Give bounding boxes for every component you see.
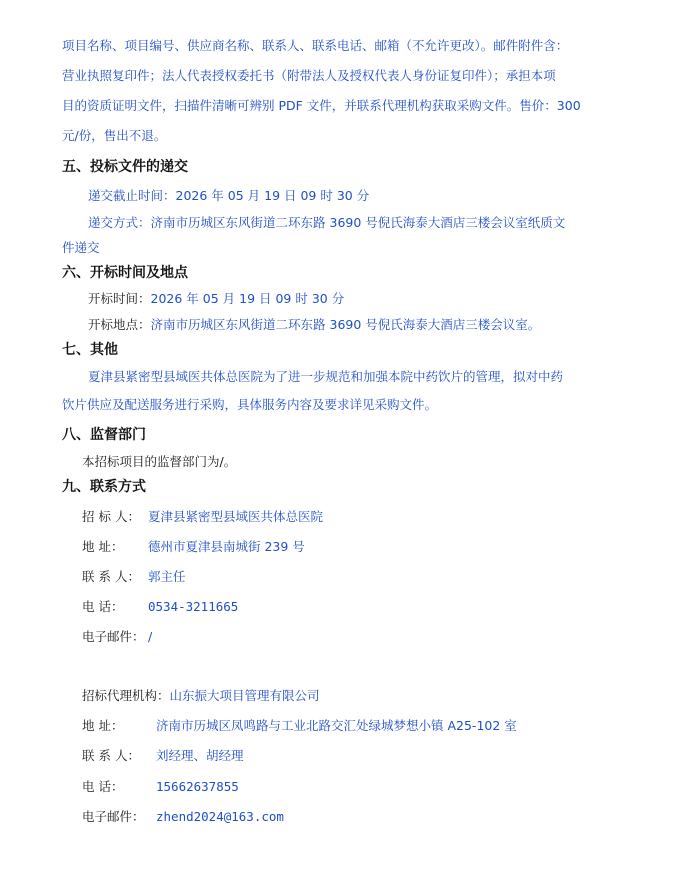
buyer-phone-value: 0534-3211665: [148, 599, 239, 614]
buyer-address-label: 地 址：: [82, 539, 124, 554]
buyer-contact-row: [82, 569, 186, 585]
buyer-email-label: 电子邮件：: [82, 629, 145, 644]
section-7-heading: 七、其他: [62, 342, 118, 358]
s6-place: [88, 317, 540, 333]
buyer-phone-row: [82, 599, 238, 615]
agent-label: 招标代理机构：: [82, 688, 170, 703]
buyer-email-row: [82, 629, 152, 645]
buyer-value: 夏津县紧密型县域医共体总医院: [148, 509, 324, 524]
agent-email-row: [82, 809, 284, 825]
agent-row: [82, 688, 320, 704]
s6-time-value: 2026 年 05 月 19 日 09 时 30 分: [150, 291, 345, 306]
s5-method: [88, 215, 565, 231]
buyer-contact-value: 郭主任: [148, 569, 186, 584]
agent-contact-row: [82, 748, 244, 764]
section-8-heading: 八、监督部门: [62, 427, 146, 443]
agent-email-value[interactable]: zhend2024@163.com: [156, 809, 284, 824]
s4-line-4: 元/份，售出不退。: [62, 128, 167, 143]
s7-line-1: 夏津县紧密型县域医共体总医院为了进一步规范和加强本院中药饮片的管理，拟对中药: [88, 369, 564, 384]
agent-address-label: 地 址：: [82, 718, 124, 733]
section-6-heading: 六、开标时间及地点: [62, 265, 188, 281]
buyer-address-value: 德州市夏津县南城街 239 号: [148, 539, 305, 554]
s4-line-1: 项目名称、项目编号、供应商名称、联系人、联系电话、邮箱（不允许更改）。邮件附件含：: [62, 38, 569, 53]
section-5-heading: 五、投标文件的递交: [62, 159, 188, 175]
s4-line-3: 目的资质证明文件，扫描件清晰可辨别 PDF 文件，并联系代理机构获取采购文件。售价：300: [62, 98, 581, 113]
s5-method-value-1: 济南市历城区东风街道二环东路 3690 号倪氏海泰大酒店三楼会议室纸质文: [150, 215, 566, 230]
s5-method-label: 递交方式：: [88, 215, 151, 230]
section-9-heading: 九、联系方式: [62, 479, 146, 495]
s5-deadline: [88, 188, 369, 204]
agent-phone-value: 15662637855: [156, 779, 239, 794]
buyer-contact-label: 联 系 人：: [82, 569, 140, 584]
agent-address-value: 济南市历城区凤鸣路与工业北路交汇处绿城梦想小镇 A25-102 室: [156, 718, 517, 733]
agent-contact-value: 刘经理、胡经理: [156, 748, 244, 763]
agent-address-row: [82, 718, 517, 734]
agent-email-label: 电子邮件：: [82, 809, 145, 824]
agent-contact-label: 联 系 人：: [82, 748, 140, 763]
buyer-row: [82, 509, 323, 525]
buyer-address-row: [82, 539, 305, 555]
s7-line-2: 饮片供应及配送服务进行采购，具体服务内容及要求详见采购文件。: [62, 397, 438, 412]
s5-deadline-label: 递交截止时间：: [88, 188, 176, 203]
agent-value: 山东振大项目管理有限公司: [169, 688, 320, 703]
s6-time-label: 开标时间：: [88, 291, 151, 306]
s4-line-2: 营业执照复印件；法人代表授权委托书（附带法人及授权代表人身份证复印件）；承担本项: [62, 68, 556, 83]
s6-place-value: 济南市历城区东风街道二环东路 3690 号倪氏海泰大酒店三楼会议室。: [150, 317, 541, 332]
s8-text: 本招标项目的监督部门为/。: [82, 454, 237, 469]
buyer-label: 招 标 人：: [82, 509, 140, 524]
buyer-email-value: /: [148, 629, 153, 644]
agent-phone-row: [82, 779, 239, 795]
s5-deadline-value: 2026 年 05 月 19 日 09 时 30 分: [175, 188, 370, 203]
s6-place-label: 开标地点：: [88, 317, 151, 332]
s6-time: [88, 291, 344, 307]
s5-method-value-2: 件递交: [62, 240, 100, 255]
agent-phone-label: 电 话：: [82, 779, 124, 794]
buyer-phone-label: 电 话：: [82, 599, 124, 614]
